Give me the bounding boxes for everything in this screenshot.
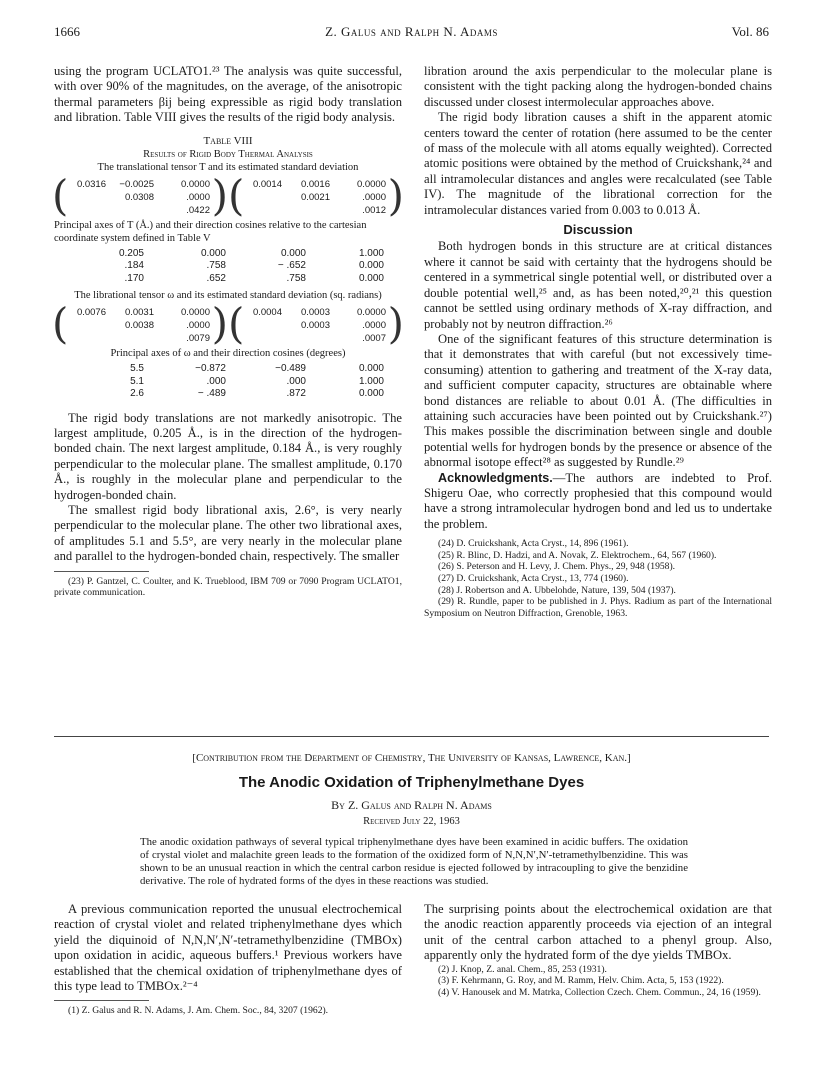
article-title: The Anodic Oxidation of Triphenylmethane Dyes (238, 774, 585, 791)
right-paragraph-4: One of the significant features of this structure determination is that it demonstrates that with careful (but not excessively time-consuming) attention to gathering and treatment of the X-ray data, and sufficient computer capacity, structures are obtainable where bond distances are reliable to about 0.01 Å. (The difficulties in attaining such accuracies have been pointed out by Cruickshank.²⁷) This makes possible the discrimination between single and double potential wells for hydrogen bonds by the presence or absence of the abnormal isotope effect²⁸ as suggested by Rundle.²⁹ (424, 331, 772, 470)
matrix-cell: 0.0000 (356, 307, 386, 319)
matrix-cell: 0.0316 (76, 178, 106, 190)
table-cell: 0.000 (280, 247, 306, 259)
matrix-row (62, 331, 218, 343)
matrix-cell: 0.0031 (124, 307, 154, 319)
table-cell: 2.6 (130, 388, 144, 400)
paren-left: ( (52, 299, 69, 349)
discussion-heading: Discussion (563, 222, 633, 238)
matrix-row (238, 203, 394, 215)
footnote: (2) J. Knop, Z. anal. Chem., 85, 253 (1931). (438, 963, 607, 975)
paren-left: ( (228, 170, 245, 220)
w-matrix (52, 299, 228, 349)
table-cell: 0.000 (358, 260, 384, 272)
table-cell: 5.1 (130, 375, 144, 387)
table-cell: .652 (206, 272, 226, 284)
table-row (114, 376, 402, 389)
t-matrix (52, 170, 228, 220)
acknowledgments (424, 471, 772, 533)
matrix-cell: 0.0000 (180, 178, 210, 190)
footnote: (26) S. Peterson and H. Levy, J. Chem. Phys., 29, 948 (1958). (438, 561, 676, 573)
matrix-cell: 0.0000 (356, 178, 386, 190)
matrix-cell: 0.0003 (300, 320, 330, 332)
table-cell: .184 (124, 260, 144, 272)
table-cell: 0.000 (358, 388, 384, 400)
right-paragraph-1: libration around the axis perpendicular to the molecular plane is consistent with the tight packing along the hydrogen-bonded chains discussed under closest intermolecular approaches above. (424, 64, 772, 109)
article2-right-column (424, 902, 772, 998)
matrix-row (238, 177, 394, 189)
matrix-cell: .0000 (186, 191, 210, 203)
matrix-cell: .0000 (362, 320, 386, 332)
matrix-cell: 0.0000 (180, 307, 210, 319)
paren-left: ( (52, 170, 69, 220)
matrix-row (238, 318, 394, 330)
footnote: (4) V. Hanousek and M. Matrka, Collection Czech. Chem. Commun., 24, 16 (1959). (438, 986, 761, 998)
contribution-text: [Contribution from the Department of Chemistry, The University of Kansas, Lawrence, Kan.] (192, 752, 631, 764)
right-paragraph-3: Both hydrogen bonds in this structure are at critical distances where it cannot be said with certainty that the hydrogens should be centered in a symmetrical single potential well, or distributed over a double potential well,²⁵ and, as has been noted,²⁰,²¹ this question cannot be settled using ordinary methods of X-ray diffraction, and probably not by neutron diffraction.²⁶ (424, 239, 772, 331)
footnote: (28) J. Robertson and A. Ubbelohde, Nature, 139, 504 (1937). (438, 584, 676, 596)
article-divider (54, 736, 769, 737)
matrix-row (62, 203, 218, 215)
table-cell: .758 (286, 272, 306, 284)
footnote: (29) R. Rundle, paper to be published in J. Phys. Radium as part of the International Symposium on Neutron Diffraction, Grenoble, 1963. (424, 596, 772, 619)
matrix-row (62, 305, 218, 317)
table-cell: .872 (286, 388, 306, 400)
matrix-cell: .0079 (186, 333, 210, 345)
article2-left-paragraph: A previous communication reported the unusual electrochemical reaction of crystal violet and related triphenylmethane dyes which yield the diquinoid of N,N,N′,N′-tetramethylbenzidine (TMBOx) upon oxidation in acidic, aqueous buffers.¹ Previous workers have established that the chemical oxidation of triphenylmethane dyes of this type lead to TMBOx.²⁻⁴ (54, 902, 402, 994)
matrix-cell: .0422 (186, 204, 210, 216)
footnote-23: (23) P. Gantzel, C. Coulter, and K. Trueblood, IBM 709 or 7090 Program UCLATO1, private communication. (54, 575, 402, 599)
right-column (424, 64, 772, 619)
table-row (114, 260, 402, 273)
article2-right-paragraph: The surprising points about the electrochemical oxidation are that the anodic reaction apparently proceeds via ejection of an integral unit of the central carbon attached to a phenyl group. Also, apparently only the hydrated form of the dye yields TMBOx. (424, 902, 772, 963)
table-cell: 0.000 (358, 272, 384, 284)
t-tensor-matrices (52, 170, 404, 220)
table-cell: − .652 (277, 260, 306, 272)
byline: By Z. Galus and Ralph N. Adams (331, 798, 492, 812)
table-row (114, 363, 402, 376)
matrix-cell: 0.0004 (252, 307, 282, 319)
table-cell: − .489 (197, 388, 226, 400)
table-cell: −0.489 (275, 363, 306, 375)
table-cell: 1.000 (358, 247, 384, 259)
w-tensor-matrices (52, 299, 404, 349)
received-date: Received July 22, 1963 (363, 816, 460, 827)
table-cell: 0.000 (358, 363, 384, 375)
matrix-cell: 0.0021 (300, 191, 330, 203)
matrix-row (62, 190, 218, 202)
table-cell: 0.205 (118, 247, 144, 259)
header-authors: Z. Galus and Ralph N. Adams (325, 24, 498, 39)
left-paragraph-1: using the program UCLATO1.²³ The analysis was quite successful, with over 90% of the magnitudes, on the average, of the anisotropic thermal parameters βij being expressible as rigid body translation and libration. Table VIII gives the results of the rigid body analysis. (54, 64, 402, 125)
w-axes-table (114, 363, 402, 401)
matrix-cell: 0.0014 (252, 178, 282, 190)
table-cell: .000 (286, 375, 306, 387)
matrix-cell: 0.0308 (124, 191, 154, 203)
paren-right: ) (387, 170, 404, 220)
matrix-cell: 0.0038 (124, 320, 154, 332)
footnote-divider (54, 571, 149, 572)
article2-right-footnotes (424, 964, 772, 999)
matrix-row (238, 305, 394, 317)
table-cell: .170 (124, 272, 144, 284)
matrix-cell: 0.0076 (76, 307, 106, 319)
matrix-cell: −0.0025 (119, 178, 154, 190)
footnote: (27) D. Cruickshank, Acta Cryst., 13, 774 (1960). (438, 572, 629, 584)
left-paragraph-3: The smallest rigid body librational axis, 2.6°, is very nearly perpendicular to the molecular plane. The other two librational axes, of amplitudes 5.1 and 5.5°, are very nearly in the molecular plane and parallel to the hydrogen-bonded chain, respectively. The smaller (54, 503, 402, 564)
table-cell: 0.000 (200, 247, 226, 259)
footnote: (25) R. Blinc, D. Hadzi, and A. Novak, Z. Elektrochem., 64, 567 (1960). (438, 549, 717, 561)
matrix-row (62, 177, 218, 189)
w-tensor-caption: The librational tensor ω and its estimated standard deviation (sq. radians) (74, 290, 382, 302)
w-axes-caption: Principal axes of ω and their direction cosines (degrees) (110, 348, 346, 360)
footnote: (24) D. Cruickshank, Acta Cryst., 14, 896 (1961). (438, 538, 629, 550)
footnote: (3) F. Kehrmann, G. Roy, and M. Ramm, Helv. Chim. Acta, 5, 153 (1922). (438, 975, 724, 987)
table-row (114, 388, 402, 401)
right-footnotes (424, 538, 772, 619)
matrix-row (238, 331, 394, 343)
paren-left: ( (228, 299, 245, 349)
t-axes-table (114, 248, 402, 286)
matrix-row (238, 190, 394, 202)
w-esd-matrix (228, 299, 404, 349)
matrix-cell: .0000 (362, 191, 386, 203)
matrix-cell: .0007 (362, 333, 386, 345)
table-subtitle: Results of Rigid Body Thermal Analysis (143, 148, 313, 160)
table-cell: 5.5 (130, 363, 144, 375)
paren-right: ) (387, 299, 404, 349)
article-title-wrap (54, 768, 769, 795)
left-paragraph-2: The rigid body translations are not markedly anisotropic. The largest amplitude, 0.205 Å., is in the direction of the hydrogen-bonded chain. The next largest amplitude, 0.184 Å., is very roughly perpendicular to the molecular plane. The smallest amplitude, 0.170 Å., is roughly in the molecular plane and perpendicular to the hydrogen-bonded chain. (54, 410, 402, 502)
running-header (54, 24, 769, 42)
contribution-line (54, 752, 769, 764)
right-paragraph-2: The rigid body libration causes a shift in the apparent atomic centers toward the center of rotation (here assumed to be the center of mass of the molecule with all atoms equally weighted). Corrected atomic positions were obtained by the method of Cruickshank,²⁴ and all intramolecular distances and angles were recalculated (see Table IV). The magnitude of the librational correction for the intramolecular distances varied from 0.003 to 0.013 Å. (424, 110, 772, 217)
t-axes-caption: Principal axes of T (Å.) and their direction cosines relative to the cartesian coordinate system defined in Table V (54, 219, 367, 244)
table-cell: −0.872 (195, 363, 226, 375)
abstract: The anodic oxidation pathways of several typical triphenylmethane dyes have been examined in acidic buffers. The oxidation of crystal violet and malachite green leads to the formation of the oxidized form of N,N,N′,N′-tetramethylbenzidine. This was shown to be an unusual reaction in which the central carbon residue is ejected followed by intracoupling to give the benzidine derivative. The role of hydrated forms of the dyes in these reactions was studied. (140, 836, 688, 887)
matrix-cell: 0.0003 (300, 307, 330, 319)
table-cell: .758 (206, 260, 226, 272)
footnote-divider-2 (54, 1000, 149, 1001)
t-tensor-caption: The translational tensor T and its estimated standard deviation (97, 161, 359, 173)
left-column (54, 64, 402, 599)
article2-left-column (54, 902, 402, 1017)
ack-lead: Acknowledgments. (438, 470, 553, 485)
footnote-1: (1) Z. Galus and R. N. Adams, J. Am. Chem. Soc., 84, 3207 (1962). (68, 1005, 329, 1017)
matrix-row (62, 318, 218, 330)
volume-label: Vol. 86 (731, 24, 769, 39)
table-cell: 1.000 (358, 375, 384, 387)
paren-right: ) (211, 170, 228, 220)
paren-right: ) (211, 299, 228, 349)
table-cell: .000 (206, 375, 226, 387)
page-number: 1666 (54, 24, 80, 39)
matrix-cell: .0000 (186, 320, 210, 332)
table-row (114, 273, 402, 286)
t-esd-matrix (228, 170, 404, 220)
table-row (114, 248, 402, 261)
matrix-cell: .0012 (362, 204, 386, 216)
ack-text: —The authors are indebted to Prof. Shigeru Oae, who correctly prophesied that this compound would have a strong intramolecular hydrogen bond and led us to undertake the problem. (424, 470, 772, 531)
table-title: Table VIII (203, 134, 253, 147)
matrix-cell: 0.0016 (300, 178, 330, 190)
